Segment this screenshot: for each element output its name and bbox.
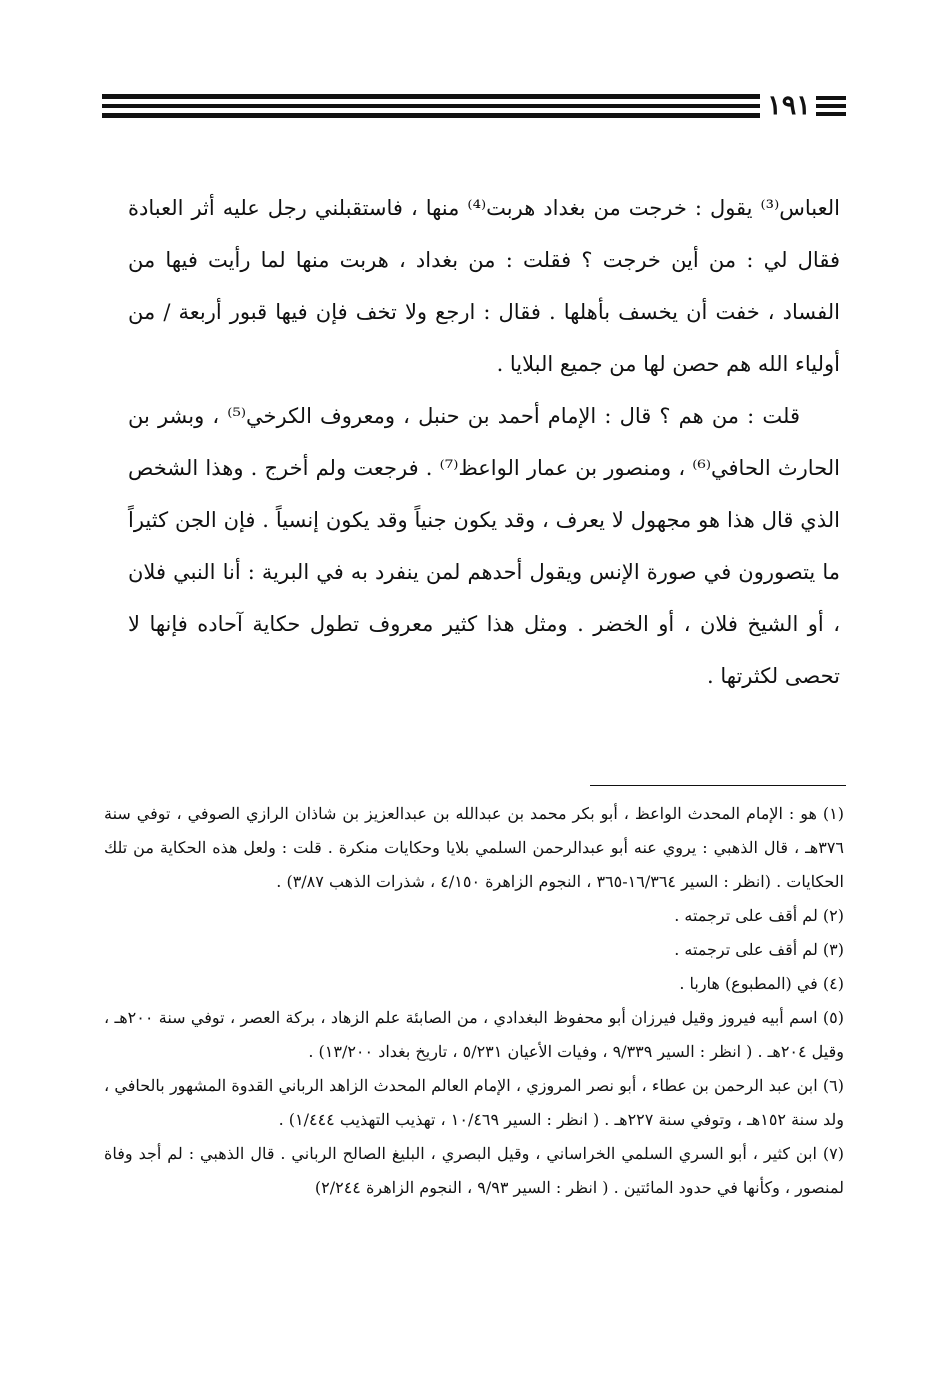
header-rule-bottom bbox=[102, 113, 760, 118]
header-rule-top bbox=[102, 94, 760, 99]
paragraph: قلت : من هم ؟ قال : الإمام أحمد بن حنبل ، ومعروف الكرخي⁽⁵⁾ ، وبشر بن الحارث الحافي⁽⁶⁾ ، ومنصور بن عمار الواعظ⁽⁷⁾ . فرجعت ولم أخرج . وهذا الشخص الذي قال هذا هو مجهول لا يعرف ، وقد يكون جنياً وقد يكون إنسياً . فإن الجن كثيراً ما يتصورون في صورة الإنس ويقول أحدهم لمن ينفرد به في البرية : أنا النبي فلان ، أو الشيخ فلان ، أو الخضر . ومثل هذا كثير معروف تطول حكاية آحاده فإنها لا تحصى لكثرتها . bbox=[128, 404, 840, 688]
footnotes bbox=[104, 797, 844, 1205]
page-number: ١٩١ bbox=[767, 90, 811, 121]
footnote-2: (٢) لم أقف على ترجمته . bbox=[674, 906, 844, 925]
header-ornament-middle bbox=[816, 104, 846, 108]
main-text bbox=[128, 182, 840, 702]
header-ornament-top bbox=[816, 96, 846, 100]
footnote-7: (٧) ابن كثير ، أبو السري السلمي الخراساني ، وقيل البصري ، البليغ الصالح الرباني . قال الذهبي : لم أجد وفاة لمنصور ، وكأنها في حدود المائتين . ( انظر : السير ٩/٩٣ ، النجوم الزاهرة ٢/٢٤٤) bbox=[104, 1144, 844, 1197]
header-ornament-bottom bbox=[816, 112, 846, 116]
footnote-6: (٦) ابن عبد الرحمن بن عطاء ، أبو نصر المروزي ، الإمام العالم المحدث الزاهد الرباني القدوة المشهور بالحافي ، ولد سنة ١٥٢هـ ، وتوفي سنة ٢٢٧هـ . ( انظر : السير ١٠/٤٦٩ ، تهذيب التهذيب ١/٤٤٤) . bbox=[104, 1076, 844, 1129]
footnote-5: (٥) اسم أبيه فيروز وقيل فيرزان أبو محفوظ البغدادي ، من الصابئة علم الزهاد ، بركة العصر ، توفي سنة ٢٠٠هـ ، وقيل ٢٠٤هـ . ( انظر : السير ٩/٣٣٩ ، وفيات الأعيان ٥/٢٣١ ، تاريخ بغداد ١٣/٢٠٠) . bbox=[104, 1008, 845, 1061]
footnote-4: (٤) في (المطبوع) هاربا . bbox=[679, 974, 844, 993]
header-rule-middle bbox=[102, 104, 760, 108]
footnote-1: (١) هو : الإمام المحدث الواعظ ، أبو بكر محمد بن عبدالله بن عبدالعزيز بن شاذان الرازي الصوفي ، توفي سنة ٣٧٦هـ ، قال الذهبي : يروي عنه أبو عبدالرحمن السلمي بلايا وحكايات منكرة . قلت : ولعل هذه الحكاية من تلك الحكايات . (انظر : السير ١٦/٣٦٤-٣٦٥ ، النجوم الزاهرة ٤/١٥٠ ، شذرات الذهب ٣/٨٧) . bbox=[104, 804, 844, 891]
footnote-3: (٣) لم أقف على ترجمته . bbox=[674, 940, 844, 959]
paragraph: العباس⁽³⁾ يقول : خرجت من بغداد هربت⁽⁴⁾ منها ، فاستقبلني رجل عليه أثر العبادة فقال لي : من أين خرجت ؟ فقلت : من بغداد ، هربت منها لما رأيت فيها من الفساد ، خفت أن يخسف بأهلها . فقال : ارجع ولا تخف فإن فيها قبور أربعة / من أولياء الله هم حصن لها من جميع البلايا . bbox=[128, 196, 840, 376]
footnote-divider bbox=[590, 785, 846, 786]
